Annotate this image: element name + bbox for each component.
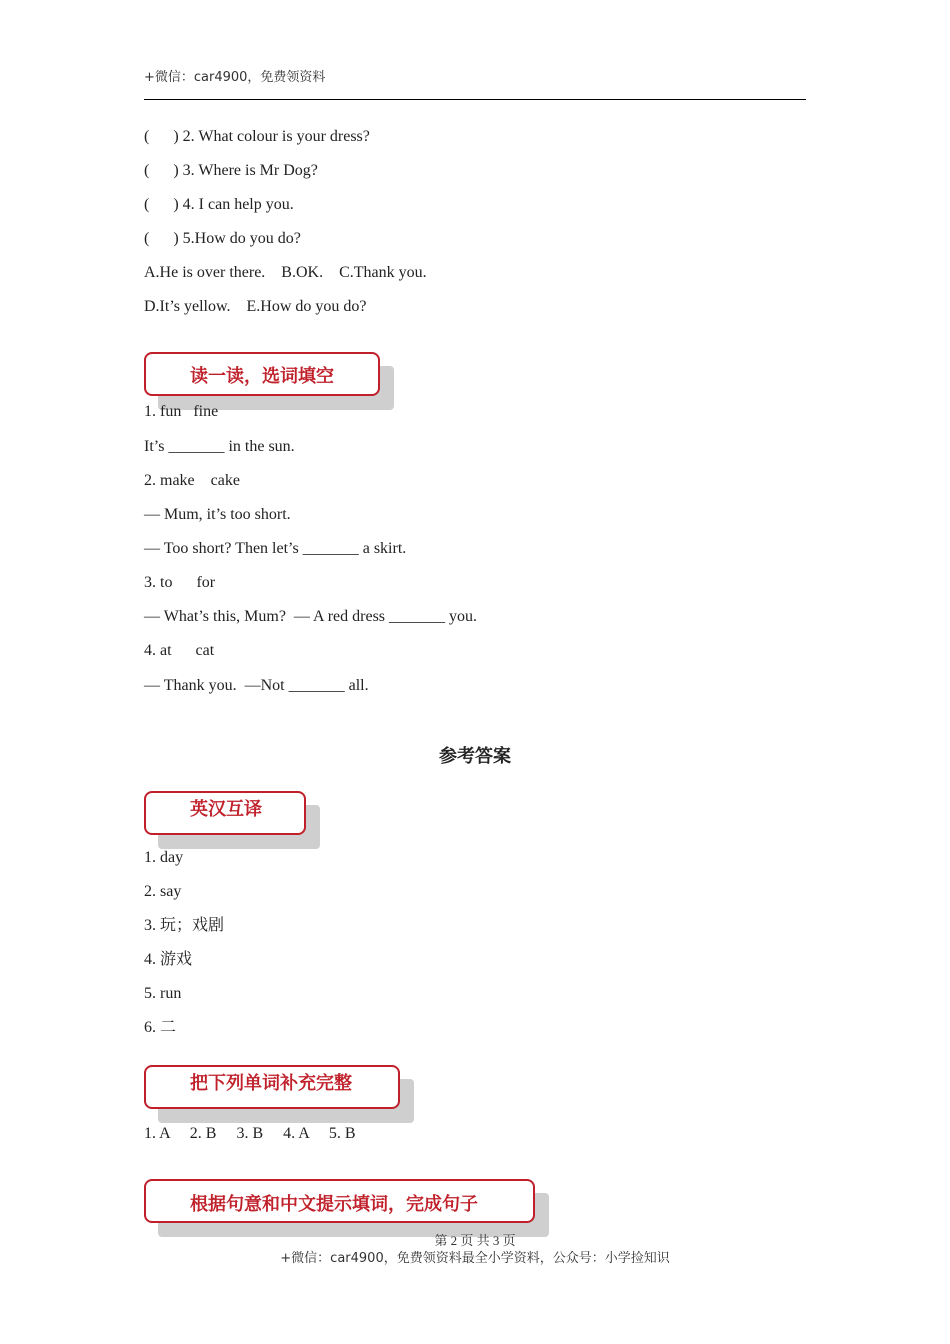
- answers-heading: 参考答案: [439, 746, 511, 767]
- section-title: 英汉互译: [190, 799, 262, 820]
- exercise-line: 3. to for: [144, 574, 216, 591]
- page-number: 第 2 页 共 3 页: [434, 1233, 516, 1248]
- section-header-complete-words: [144, 1065, 400, 1109]
- question-line: ( ) 5.How do you do?: [144, 230, 301, 247]
- exercise-line: — Too short? Then let’s _______ a skirt.: [144, 540, 407, 557]
- footer-note: +微信：car4900，免费领资料最全小学资料，公众号：小学捡知识: [280, 1251, 670, 1266]
- section-title: 把下列单词补充完整: [190, 1073, 352, 1094]
- options-line: A.He is over there. B.OK. C.Thank you.: [144, 264, 427, 281]
- answer-line: 3. 玩；戏剧: [144, 917, 225, 934]
- exercise-line: 4. at cat: [144, 642, 215, 659]
- exercise-line: — What’s this, Mum? — A red dress _______ you.: [144, 608, 478, 625]
- header-note: +微信：car4900，免费领资料: [144, 70, 326, 85]
- options-line: D.It’s yellow. E.How do you do?: [144, 298, 367, 315]
- answer-line: 5. run: [144, 985, 182, 1002]
- section-title: 根据句意和中文提示填词，完成句子: [190, 1194, 478, 1215]
- question-line: ( ) 2. What colour is your dress?: [144, 128, 370, 145]
- header-divider: [144, 99, 806, 100]
- answer-line: 6. 二: [144, 1019, 177, 1036]
- question-line: ( ) 4. I can help you.: [144, 196, 294, 213]
- section-title: 读一读，选词填空: [190, 366, 334, 387]
- exercise-line: — Mum, it’s too short.: [144, 506, 291, 523]
- section-header-translate: [144, 791, 306, 835]
- exercise-line: — Thank you. —Not _______ all.: [144, 677, 369, 694]
- section-header-fill-sentences: [144, 1179, 535, 1223]
- answer-line: 4. 游戏: [144, 951, 193, 968]
- question-line: ( ) 3. Where is Mr Dog?: [144, 162, 318, 179]
- answer-line: 1. A 2. B 3. B 4. A 5. B: [144, 1125, 356, 1142]
- exercise-line: It’s _______ in the sun.: [144, 438, 295, 455]
- answer-line: 1. day: [144, 849, 184, 866]
- answer-line: 2. say: [144, 883, 182, 900]
- exercise-line: 2. make cake: [144, 472, 240, 489]
- section-header-read-fill: [144, 352, 380, 396]
- exercise-line: 1. fun fine: [144, 403, 219, 420]
